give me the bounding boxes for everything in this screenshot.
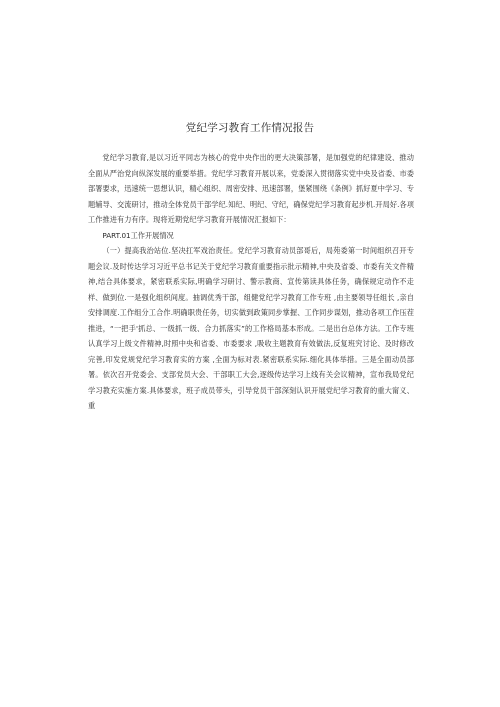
- document-body: [88, 150, 414, 414]
- section-heading: PART.01工作开展情况: [102, 230, 174, 240]
- intro-paragraph: 党纪学习教育,是以习近平同志为核心的党中央作出的更大决策部署，是加强党的纪律建设、推动全面从严治党向纵深发展的重要举措。党纪学习教育开展以来，党委深入贯彻落实党中央及省委、市委部署要求，迅速统一思想认识，精心组织、周密安排、迅速部署，堡紧围绕《条例》抓好夏中学习、专题辅导、交流研讨，推动全体党员干部学纪.知纪、明纪、守纪，确保党纪学习教育起步机.开局好.各项工作推进有力有序。现将近期党纪学习教育开展情况汇报如下：: [88, 153, 414, 224]
- document-title: 党纪学习教育工作情况报告: [185, 122, 315, 134]
- section-paragraph: （一）提高我治站位.坚决扛军戏治责任。党纪学习教育动员部哥后，局苑委第一时间组织召开专题会议.及时传达学习习近平总书记关于党纪学习教育重要指示批示精神,中央及省委、市委有关文件精神,结合具体要求，紧密联系实际,明确学习研讨、警示教商、宣传第读具体任务，确保规定动作不走样、做到位.一是强化组织间度。抽调优秀干部，组健党纪学习教育工作专班 ,由主要领导任组长 ,亲自安排调度.工作组分工合作.明确职贵任务，切实做到政策同步掌握、工作同步谋划，推动各项工作压茬推进，“一把手'抓总、一级抓一级、合力抓落实”的工作格局基本形成。二是出台总体方法。工作专班认真学习上级文件精神,时照中央和省委、市委要求 ,吸收主题教育有效做法,反复班究讨论、及时修改完善,印发党规党纪学习教育实的方案 ,全面为标对表.紧密联系实际.细化具体举措。三是全面动员部署。依次召开党委会、支部党员大会、干部职工大会,逐级传达学习上线有关会议精神，宣布我局党纪学习教充实施方案.具体要求，班子成员带头，引导党员干部深刻认识开展党纪学习教育的重大甯义、重: [88, 246, 414, 410]
